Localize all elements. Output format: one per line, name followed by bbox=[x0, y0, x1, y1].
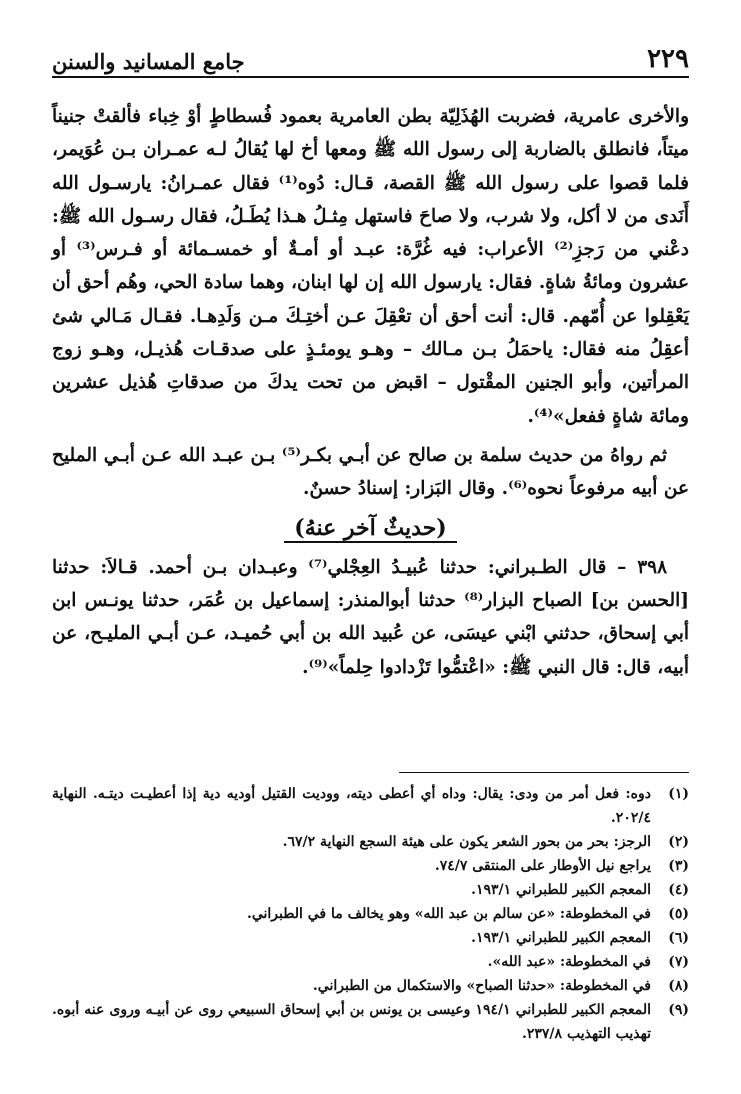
footnote-text: المعجم الكبير للطبراني ١٩٣/١. bbox=[471, 930, 651, 946]
footnote-text: الرجز: بحر من بحور الشعر يكون على هيئة السجع النهاية ٦٧/٢. bbox=[282, 834, 651, 850]
footnote-number: (٢) bbox=[668, 834, 689, 850]
paragraph-1: والأخرى عامرية، فضربت الهُذَلِيّة بطن العامرية بعمود فُسطاطٍ أوْ خِباء فألقتْ جنيناً ميتاً، فانطلق بالضاربة إلى رسول الله ﷺ ومعها أخ لها يُقالُ لـه عمـران بـن عُوَيمر، فلما قصوا على رسول الله ﷺ القصة، قـال: دُوه⁽¹⁾ فقال عمـرانُ: يارسـول الله أَنَدى من لا أكل، ولا شرب، ولا صاحَ فاستهل مِثـلُ هـذا يُطَـلُ، فقال رسـول الله ﷺ: دعْني من رَجزِ⁽²⁾ الأعراب: فيه غُرَّة: عبـد أو أمـةٌ أو خمسـمائة أو فـرس⁽³⁾ أو عشرون ومائةُ شاةٍ. فقال: يارسول الله إن لها ابنان، وهما سادة الحي، وهُم أحق أن يَعْقِلوا عن أُمّهم. قال: أنت أحق أن تعْقِلَ عـن أختِـكَ مـن وَلَدِهـا. فقـال مَـالي شئ أعقِلُ منه فقال: ياحمَلُ بـن مـالك – وهـو يومئـذٍ على صدقـات هُذيـل، وهـو زوج المرأتين، وأبو الجنين المقْتول – اقبض من تحت يدكَ من صدقاتِ هُذيل عشرين ومائة شاةٍ ففعل»⁽⁴⁾. bbox=[52, 106, 689, 427]
footnote-text: دوه: فعل أمر من ودى: يقال: وداه أي أعطى ديته، ووديت القتيل أوديه دية إذا أعطيـت ديتـه. النهاية ٢٠٢/٤. bbox=[52, 786, 651, 826]
paragraph-2: ثم رواهُ من حديث سلمة بن صالح عن أبـي بكـر⁽⁵⁾ بـن عبـد الله عـن أبـي المليح عن أبيه مرفوعاً نحوه⁽⁶⁾. وقال البَزار: إسنادُ حسنٌ. bbox=[52, 444, 689, 500]
page-number: ٢٢٩ bbox=[647, 44, 689, 74]
footnote-text: في المخطوطة: «حدثنا الصباح» والاستكمال من الطبراني. bbox=[312, 978, 651, 994]
footnote bbox=[52, 902, 689, 926]
footnote bbox=[52, 926, 689, 950]
footnote bbox=[52, 830, 689, 854]
section-heading bbox=[52, 512, 689, 545]
footnotes-divider bbox=[399, 772, 689, 773]
footnote bbox=[52, 998, 689, 1046]
footnote bbox=[52, 974, 689, 998]
footnote-text: المعجم الكبير للطبراني ١٩٣/١. bbox=[471, 882, 651, 898]
hadith-398: ٣٩٨ – قال الطـبراني: حدثنا عُبيـدُ العِجْلي⁽⁷⁾ وعبـدان بـن أحمد. قـالاَ: حدثنا [الحسن بن] الصباح البزار⁽⁸⁾ حدثنا أبوالمنذر: إسماعيل بن عُمَر، حدثنا يونـس ابن أبي إسحاق، حدثني ابْني عيسَى، عن عُبيد الله بن أبي حُميـد، عـن أبـي المليـح، عن أبيه، قال: قال النبي ﷺ: «اعْتمُّوا تَزْدادوا حِلماً»⁽⁹⁾. bbox=[52, 556, 689, 678]
footnotes bbox=[52, 782, 689, 1046]
footnote-number: (٣) bbox=[668, 858, 689, 874]
footnote-text: في المخطوطة: «عن سالم بن عبد الله» وهو يخالف ما في الطبراني. bbox=[246, 906, 651, 922]
footnote-number: (٥) bbox=[668, 906, 689, 922]
footnote bbox=[52, 878, 689, 902]
footnote-number: (٨) bbox=[668, 978, 689, 994]
page-header bbox=[52, 30, 689, 78]
footnote-text: في المخطوطة: «عبد الله». bbox=[487, 954, 651, 970]
footnote-number: (٤) bbox=[668, 882, 689, 898]
footnote-text: المعجم الكبير للطبراني ١٩٤/١ وعيسى بن يونس بن أبي إسحاق السبيعي روى عن أبيـه وروى عنه أبوه. تهذيب التهذيب ٢٣٧/٨. bbox=[52, 1002, 651, 1042]
footnote bbox=[52, 854, 689, 878]
footnote-number: (٩) bbox=[668, 1002, 689, 1018]
footnote-number: (١) bbox=[668, 786, 689, 802]
book-title: جامع المسانيد والسنن bbox=[52, 49, 245, 74]
section-heading-text: (حديثٌ آخر عنهُ) bbox=[284, 515, 456, 543]
footnote bbox=[52, 950, 689, 974]
footnote bbox=[52, 782, 689, 830]
footnote-text: يراجع نيل الأوطار على المنتقى ٧٤/٧. bbox=[434, 858, 651, 874]
main-text bbox=[52, 100, 689, 684]
footnote-number: (٧) bbox=[668, 954, 689, 970]
footnote-number: (٦) bbox=[668, 930, 689, 946]
